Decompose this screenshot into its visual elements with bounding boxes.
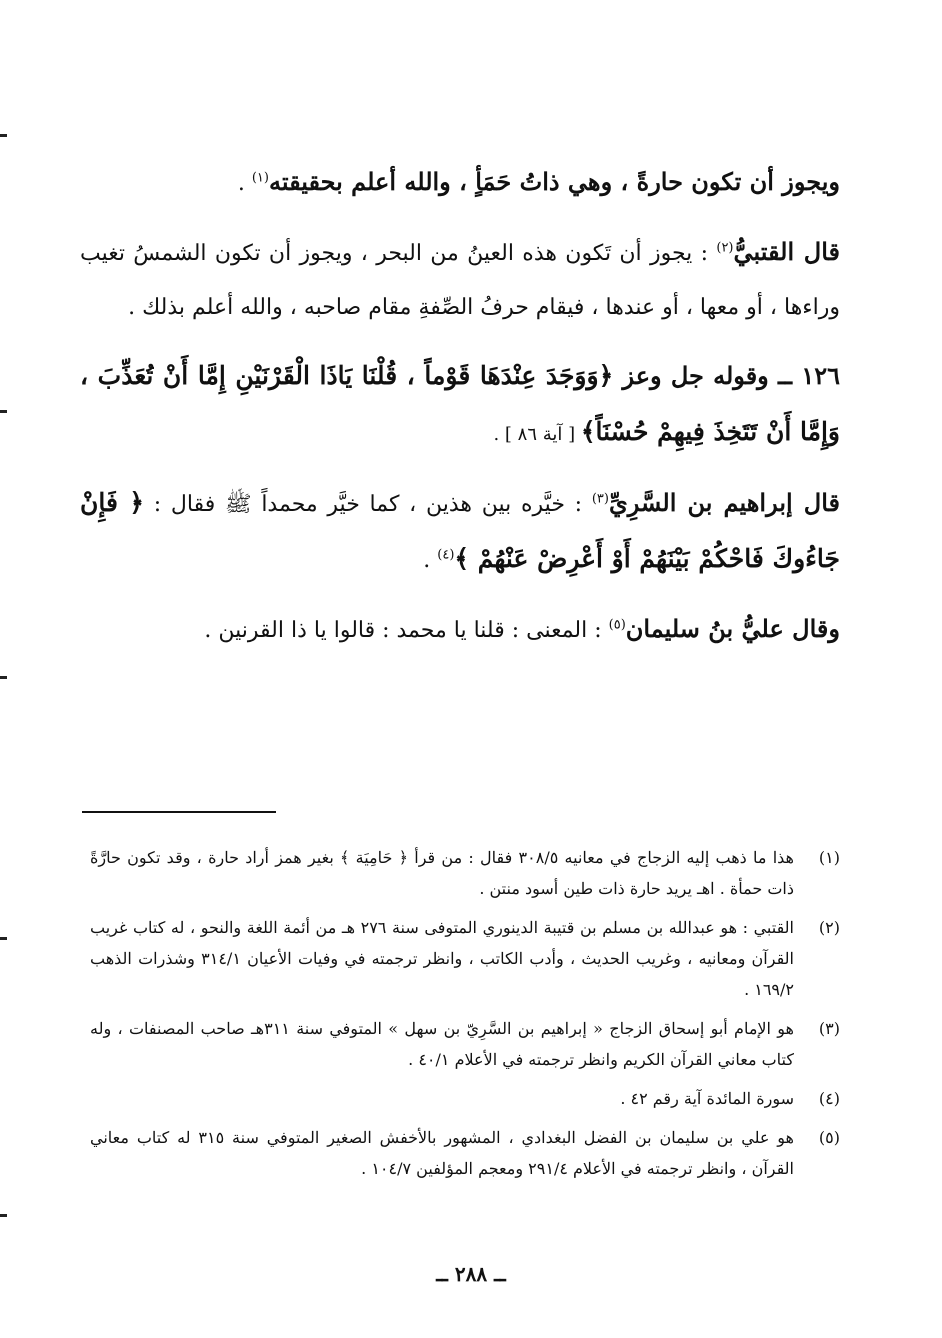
paragraph-4-text: : خيَّره بين هذين ، كما خيَّر محمداً ﷺ فقال : <box>144 492 592 517</box>
footnote-text: هذا ما ذهب إليه الزجاج في معانيه ٣٠٨/٥ فقال : من قرأ ﴿ حَامِيَة ﴾ بغير همز أراد حارة ، وقد تكون حارَّةً ذات حمأة . اهـ يريد حارة ذات طين أسود منتن . <box>90 848 794 898</box>
footnote-number: (٤) <box>818 1089 840 1108</box>
paragraph-2 <box>80 225 840 335</box>
footnote-text: هو علي بن سليمان بن الفضل البغدادي ، المشهور بالأخفش الصغير المتوفي سنة ٣١٥ له كتاب معاني القرآن ، وانظر ترجمته في الأعلام ٢٩١/٤ ومعجم المؤلفين ١٠٤/٧ . <box>90 1128 794 1178</box>
margin-mark <box>0 937 7 940</box>
footnote-item <box>90 1122 840 1184</box>
footnote-text: هو الإمام أبو إسحاق الزجاج « إبراهيم بن السَّرِيّ بن سهل » المتوفي سنة ٣١١هـ صاحب المصنفات ، وله كتاب معاني القرآن الكريم وانظر ترجمته في الأعلام ٤٠/١ . <box>90 1019 794 1069</box>
footnote-ref-1: (١) <box>251 170 269 186</box>
footnote-separator <box>82 811 276 813</box>
paragraph-2-lead: قال القتبيُّ <box>733 237 841 266</box>
paragraph-5-text: : المعنى : قلنا يا محمد : قالوا يا ذا القرنين . <box>204 618 609 643</box>
margin-mark <box>0 134 7 137</box>
paragraph-1-text: ويجوز أن تكون حارةً ، وهي ذاتُ حَمَأٍ ، والله أعلم بحقيقته <box>268 167 840 196</box>
quran-verse-2: ﴿ فَإِنْ جَاءُوكَ فَاحْكُمْ بَيْنَهُمْ أَوْ أَعْرِضْ عَنْهُمْ ﴾ <box>80 488 840 573</box>
paragraph-3 <box>80 349 840 462</box>
paragraph-1 <box>80 155 840 211</box>
paragraph-1-end: . <box>237 171 252 196</box>
footnote-item <box>90 842 840 904</box>
footnote-text: سورة المائدة آية رقم ٤٢ . <box>620 1089 794 1108</box>
margin-mark <box>0 410 7 413</box>
footnote-number: (٣) <box>818 1019 840 1038</box>
footnote-ref-3: (٣) <box>591 491 609 507</box>
margin-mark <box>0 1214 7 1217</box>
main-text <box>80 155 840 672</box>
footnote-item <box>90 1083 840 1114</box>
footnote-item <box>90 1013 840 1075</box>
footnotes <box>90 842 840 1192</box>
paragraph-4 <box>80 476 840 588</box>
margin-mark <box>0 676 7 679</box>
verse-reference: [ آية ٨٦ ] . <box>493 424 581 445</box>
paragraph-4-end: . <box>423 548 438 573</box>
footnote-text: القتبي : هو عبدالله بن مسلم بن قتيبة الدينوري المتوفى سنة ٢٧٦ هـ من أئمة اللغة والنحو ، له كتاب غريب القرآن ومعانيه ، وغريب الحديث ، وأدب الكاتب ، وانظر ترجمته في وفيات الأعيان ٣١٤/١ وشذرات الذهب ١٦٩/٢ . <box>90 918 794 999</box>
footnote-ref-2: (٢) <box>716 240 734 256</box>
footnote-number: (١) <box>818 848 840 867</box>
quran-verse: ﴿وَوَجَدَ عِنْدَهَا قَوْماً ، قُلْنَا يَاذَا الْقَرْنَيْنِ إِمَّا أَنْ تُعَذِّبَ ، وَإِمَّا أَنْ تَتَخِذَ فِيهِمْ حُسْنَاً﴾ <box>80 361 840 446</box>
page-number: ــ ٢٨٨ ــ <box>436 1262 506 1286</box>
footnote-number: (٥) <box>818 1128 840 1147</box>
footnote-ref-4: (٤) <box>437 547 455 563</box>
footnote-item <box>90 912 840 1005</box>
paragraph-2-text: : يجوز أن تَكون هذه العينُ من البحر ، ويجوز أن تكون الشمسُ تغيب وراءها ، أو معها ، أو عندها ، فيقام حرفُ الصِّفةِ مقام صاحبه ، والله أعلم بذلك . <box>80 241 840 320</box>
entry-number: ١٢٦ ــ <box>778 361 840 390</box>
paragraph-5-lead: وقال عليُّ بنُ سليمان <box>625 614 840 643</box>
footnote-number: (٢) <box>818 918 840 937</box>
paragraph-4-lead: قال إبراهيم بن السَّرِيِّ <box>608 488 840 517</box>
paragraph-5 <box>80 602 840 658</box>
footnote-ref-5: (٥) <box>608 617 626 633</box>
paragraph-3-lead: وقوله جل وعز <box>613 361 779 390</box>
